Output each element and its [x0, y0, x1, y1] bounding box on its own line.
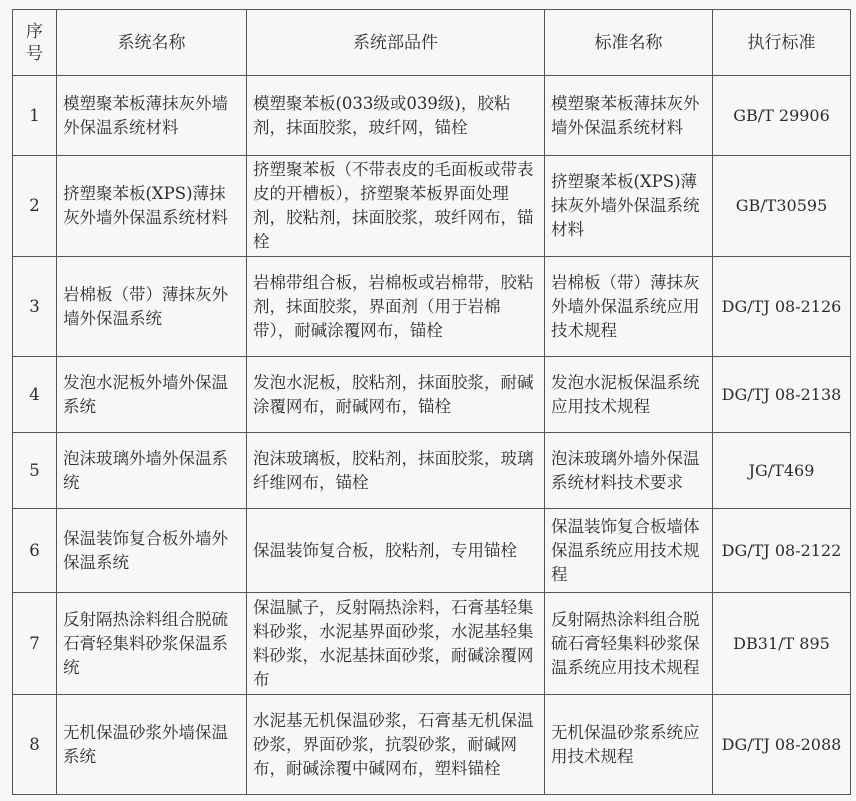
header-no: 序号	[13, 10, 57, 76]
cell-standard-code: JG/T469	[713, 433, 851, 509]
cell-standard-name: 泡沫玻璃外墙外保温系统材料技术要求	[545, 433, 713, 509]
table-row	[13, 257, 851, 357]
cell-standard-code: DB31/T 895	[713, 593, 851, 695]
table-row	[13, 593, 851, 695]
cell-components: 水泥基无机保温砂浆，石膏基无机保温砂浆，界面砂浆，抗裂砂浆，耐碱网布，耐碱涂覆中碱网布，塑料锚栓	[247, 695, 545, 795]
cell-system-name: 无机保温砂浆外墙保温系统	[57, 695, 247, 795]
cell-standard-code: GB/T 29906	[713, 76, 851, 156]
standards-table	[12, 9, 851, 795]
cell-no: 1	[13, 76, 57, 156]
cell-standard-name: 挤塑聚苯板(XPS)薄抹灰外墙外保温系统材料	[545, 156, 713, 257]
cell-system-name: 泡沫玻璃外墙外保温系统	[57, 433, 247, 509]
table-row	[13, 695, 851, 795]
cell-standard-code: DG/TJ 08-2138	[713, 357, 851, 433]
cell-no: 6	[13, 509, 57, 593]
table-row	[13, 156, 851, 257]
cell-components: 挤塑聚苯板（不带表皮的毛面板或带表皮的开槽板），挤塑聚苯板界面处理剂，胶粘剂，抹面胶浆，玻纤网布，锚栓	[247, 156, 545, 257]
cell-system-name: 发泡水泥板外墙外保温系统	[57, 357, 247, 433]
cell-system-name: 岩棉板（带）薄抹灰外墙外保温系统	[57, 257, 247, 357]
cell-standard-name: 保温装饰复合板墙体保温系统应用技术规程	[545, 509, 713, 593]
cell-standard-name: 岩棉板（带）薄抹灰外墙外保温系统应用技术规程	[545, 257, 713, 357]
header-standard-code: 执行标准	[713, 10, 851, 76]
cell-standard-name: 反射隔热涂料组合脱硫石膏轻集料砂浆保温系统应用技术规程	[545, 593, 713, 695]
table-row	[13, 433, 851, 509]
cell-system-name: 挤塑聚苯板(XPS)薄抹灰外墙外保温系统材料	[57, 156, 247, 257]
cell-no: 5	[13, 433, 57, 509]
cell-standard-name: 无机保温砂浆系统应用技术规程	[545, 695, 713, 795]
header-system-name: 系统名称	[57, 10, 247, 76]
cell-no: 2	[13, 156, 57, 257]
cell-system-name: 反射隔热涂料组合脱硫石膏轻集料砂浆保温系统	[57, 593, 247, 695]
cell-no: 8	[13, 695, 57, 795]
table-row	[13, 76, 851, 156]
cell-system-name: 保温装饰复合板外墙外保温系统	[57, 509, 247, 593]
cell-components: 保温腻子，反射隔热涂料，石膏基轻集料砂浆，水泥基界面砂浆，水泥基轻集料砂浆，水泥基抹面砂浆，耐碱涂覆网布	[247, 593, 545, 695]
table-row	[13, 357, 851, 433]
cell-components: 保温装饰复合板，胶粘剂，专用锚栓	[247, 509, 545, 593]
cell-no: 4	[13, 357, 57, 433]
table-row	[13, 509, 851, 593]
cell-standard-name: 发泡水泥板保温系统应用技术规程	[545, 357, 713, 433]
cell-no: 3	[13, 257, 57, 357]
header-standard-name: 标准名称	[545, 10, 713, 76]
cell-standard-code: GB/T30595	[713, 156, 851, 257]
cell-components: 泡沫玻璃板，胶粘剂，抹面胶浆，玻璃纤维网布，锚栓	[247, 433, 545, 509]
cell-standard-code: DG/TJ 08-2088	[713, 695, 851, 795]
cell-components: 发泡水泥板，胶粘剂，抹面胶浆，耐碱涂覆网布，耐碱网布，锚栓	[247, 357, 545, 433]
cell-standard-code: DG/TJ 08-2122	[713, 509, 851, 593]
cell-standard-code: DG/TJ 08-2126	[713, 257, 851, 357]
cell-components: 岩棉带组合板，岩棉板或岩棉带，胶粘剂，抹面胶浆，界面剂（用于岩棉带），耐碱涂覆网布，锚栓	[247, 257, 545, 357]
header-components: 系统部品件	[247, 10, 545, 76]
cell-components: 模塑聚苯板(033级或039级)，胶粘剂，抹面胶浆，玻纤网，锚栓	[247, 76, 545, 156]
cell-system-name: 模塑聚苯板薄抹灰外墙外保温系统材料	[57, 76, 247, 156]
cell-standard-name: 模塑聚苯板薄抹灰外墙外保温系统材料	[545, 76, 713, 156]
cell-no: 7	[13, 593, 57, 695]
table-header-row	[13, 10, 851, 76]
